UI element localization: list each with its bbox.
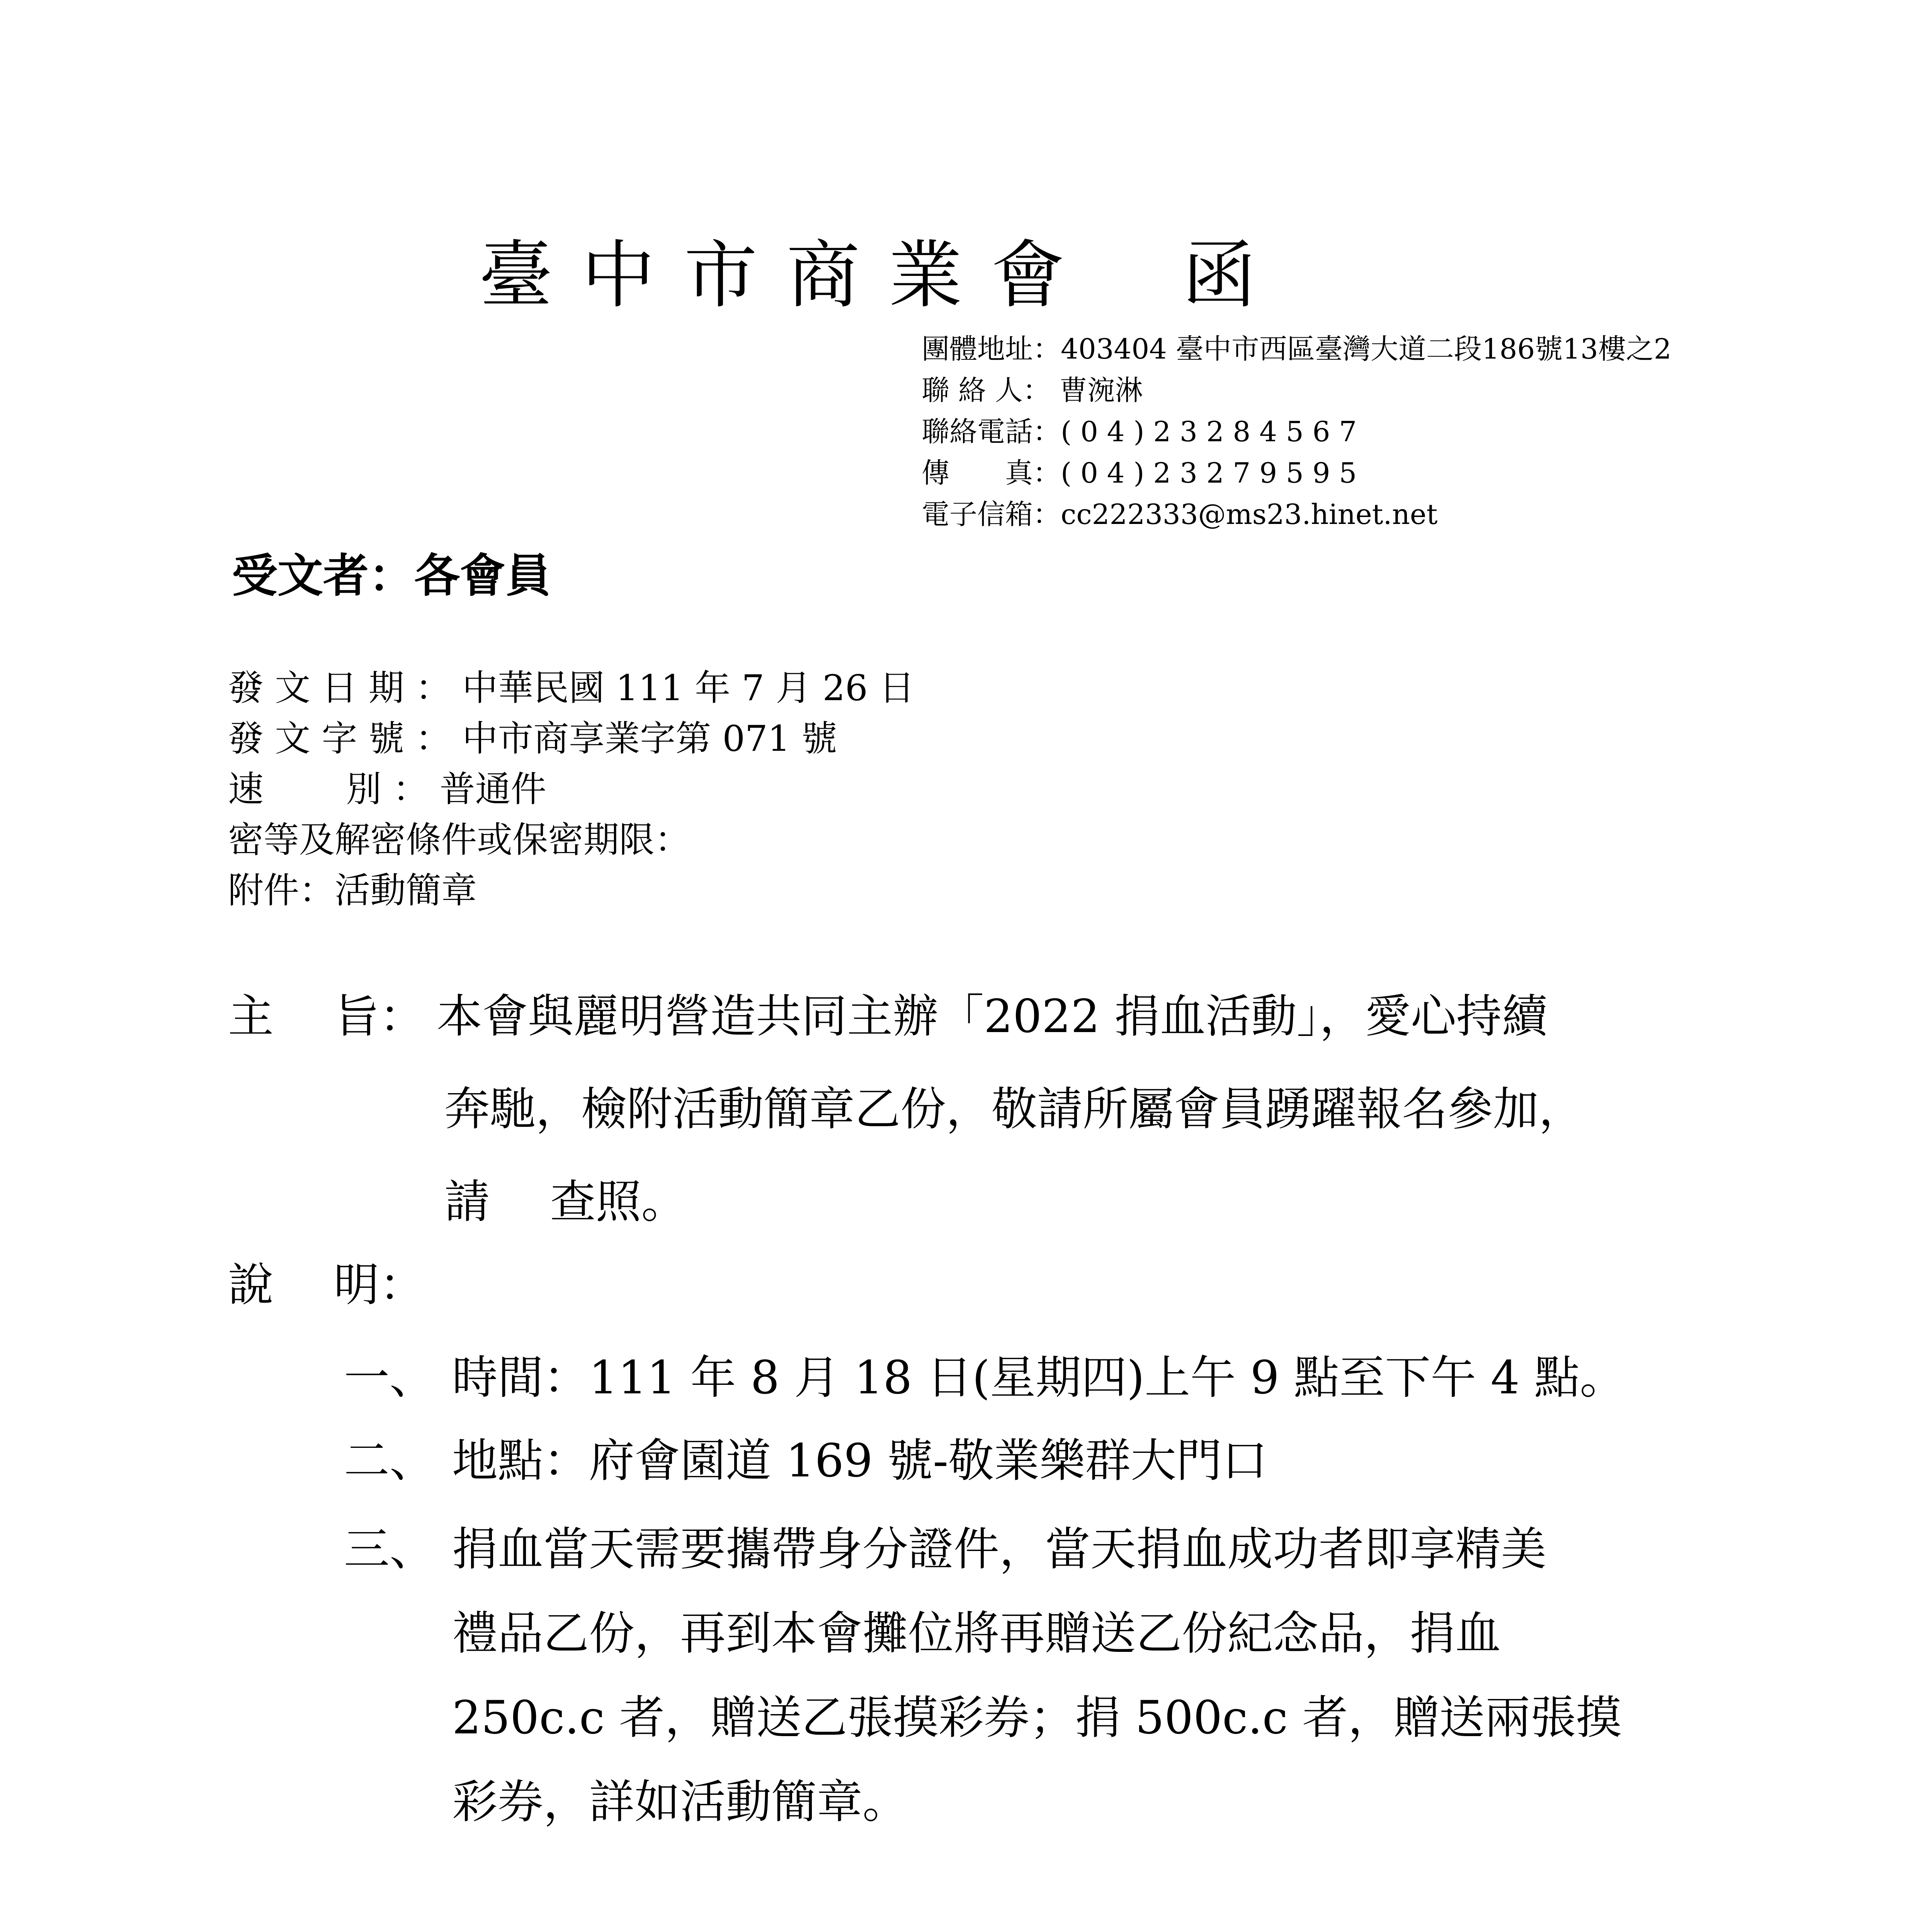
title-char: 會 <box>991 233 1065 318</box>
item-text <box>452 1424 1267 1490</box>
speed-class: 速 別 ： 普通件 <box>228 769 546 810</box>
subject-line: 請 查照。 <box>444 1175 687 1228</box>
issue-date: 發 文 日 期 ： 中華民國 111 年 7 月 26 日 <box>228 667 915 709</box>
issue-number: 發 文 字 號 ： 中市商享業字第 071 號 <box>228 718 837 759</box>
subject-label: 主 旨： <box>228 990 425 1043</box>
item-text <box>452 1507 1621 1844</box>
item-line: 彩券，詳如活動簡章。 <box>452 1775 908 1828</box>
item-line: 禮品乙份，再到本會攤位將再贈送乙份紀念品，捐血 <box>452 1607 1501 1660</box>
item-line: 地點：府會園道 169 號-敬業樂群大門口 <box>452 1434 1268 1487</box>
subject-line: 本會與麗明營造共同主辦「2022 捐血活動」，愛心持續 <box>437 990 1548 1043</box>
subject-line: 奔馳，檢附活動簡章乙份，敬請所屬會員踴躍報名參加， <box>444 1082 1585 1136</box>
contact-phone: 聯絡電話：( 0 4 ) 2 3 2 8 4 5 6 7 <box>922 415 1357 448</box>
document-title <box>479 216 1285 322</box>
item-line: 捐血當天需要攜帶身分證件，當天捐血成功者即享精美 <box>452 1522 1547 1576</box>
contact-person: 聯 絡 人： 曹涴淋 <box>922 374 1143 406</box>
title-char: 函 <box>1182 233 1256 318</box>
title-char: 市 <box>684 233 758 318</box>
title-char: 臺 <box>479 233 553 318</box>
contact-block <box>922 328 1672 535</box>
contact-address: 團體地址：403404 臺中市西區臺灣大道二段186號13樓之2 <box>922 333 1672 365</box>
item-number: 一、 <box>344 1351 435 1404</box>
contact-email: 電子信箱：cc222333@ms23.hinet.net <box>922 498 1438 531</box>
title-char: 業 <box>889 233 963 318</box>
item-line: 250c.c 者，贈送乙張摸彩券；捐 500c.c 者，贈送兩張摸 <box>452 1691 1622 1744</box>
recipient: 受文者：各會員 <box>232 549 551 602</box>
contact-fax: 傳 真：( 0 4 ) 2 3 2 7 9 5 9 5 <box>922 457 1357 489</box>
attachment: 附件：活動簡章 <box>228 870 477 911</box>
meta-block <box>228 663 915 916</box>
subject-body <box>437 970 1917 1248</box>
item-number: 三、 <box>344 1522 435 1576</box>
item-number: 二、 <box>344 1434 435 1487</box>
secrecy-level: 密等及解密條件或保密期限： <box>228 819 691 861</box>
item-text <box>452 1341 1625 1406</box>
explanation-label: 說 明： <box>228 1258 425 1311</box>
title-char: 商 <box>786 233 860 318</box>
item-line: 時間：111 年 8 月 18 日(星期四)上午 9 點至下午 4 點。 <box>452 1351 1626 1404</box>
title-char: 中 <box>582 233 655 318</box>
